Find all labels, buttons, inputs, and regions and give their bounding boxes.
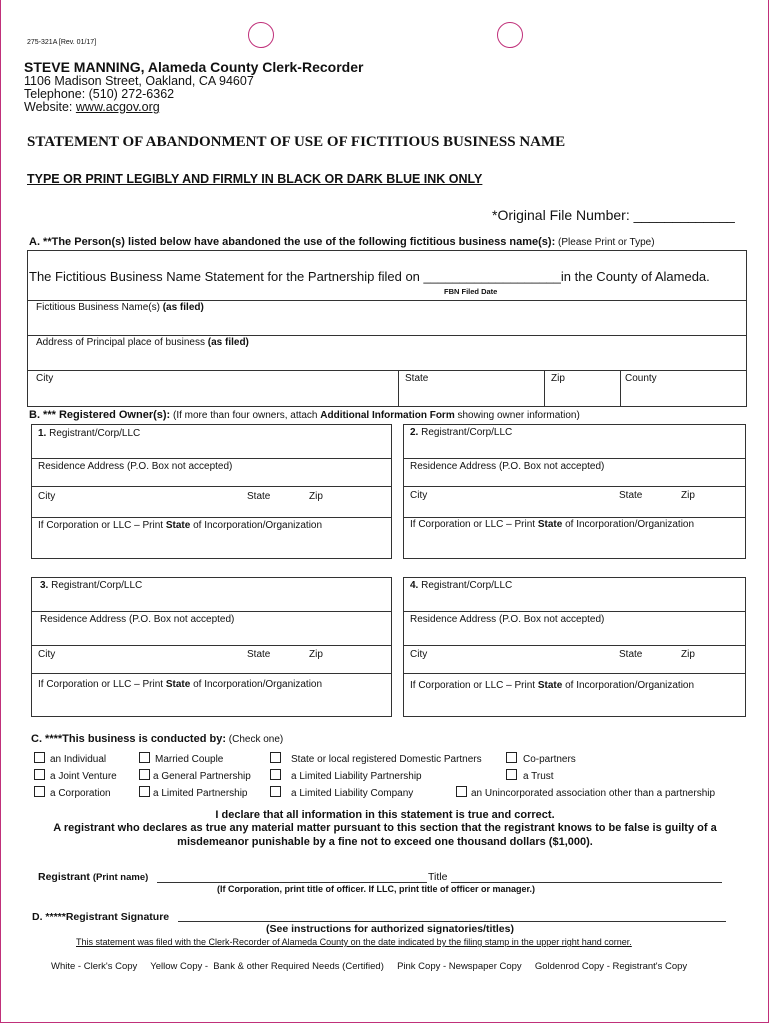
principal-address-note: (as filed) <box>207 337 249 348</box>
divider <box>403 486 746 487</box>
corp-pre: If Corporation or LLC – Print <box>38 679 164 690</box>
option-joint-venture[interactable] <box>34 769 117 782</box>
clerk-telephone: Telephone: (510) 272-6362 <box>24 87 175 101</box>
option-llc[interactable] <box>270 786 413 799</box>
fbn-statement-line[interactable]: The Fictitious Business Name Statement for the Partnership filed on ___________________in the County of Alameda. <box>29 269 710 284</box>
owner-1-residence-field[interactable]: Residence Address (P.O. Box not accepted) <box>38 461 233 472</box>
owner-4-corp-state-field[interactable] <box>410 680 694 691</box>
checkbox[interactable] <box>34 786 45 797</box>
owner-1-label: Registrant/Corp/LLC <box>49 428 141 439</box>
corp-bold: State <box>165 679 191 690</box>
option-married-couple[interactable] <box>139 752 223 765</box>
corp-bold: State <box>165 520 191 531</box>
checkbox[interactable] <box>139 786 150 797</box>
owner-4-residence-field[interactable]: Residence Address (P.O. Box not accepted) <box>410 614 605 625</box>
owner-2-city-field[interactable]: City <box>410 490 428 501</box>
checkbox[interactable] <box>506 752 517 763</box>
option-label: State or local registered Domestic Partners <box>291 754 482 765</box>
option-label: an Individual <box>50 754 107 765</box>
option-corporation[interactable] <box>34 786 111 799</box>
option-label: a General Partnership <box>153 771 251 782</box>
a-zip-field[interactable]: Zip <box>551 373 565 384</box>
declaration-line-3: misdemeanor punishable by a fine not to exceed one thousand dollars ($1,000). <box>177 836 593 848</box>
owner-4-label: Registrant/Corp/LLC <box>421 580 513 591</box>
divider <box>31 458 392 459</box>
corp-pre: If Corporation or LLC – Print <box>410 519 536 530</box>
owner-4-state-field[interactable]: State <box>619 649 643 660</box>
owner-4-name-field[interactable] <box>410 580 512 591</box>
checkbox[interactable] <box>456 786 467 797</box>
owner-1-num: 1. <box>38 428 47 439</box>
owner-4-city-field[interactable]: City <box>410 649 428 660</box>
section-b-title: B. *** Registered Owner(s): <box>29 409 171 421</box>
corp-post: of Incorporation/Organization <box>193 520 323 531</box>
form-id: 275-321A [Rev. 01/17] <box>27 39 97 46</box>
website-label: Website: <box>24 100 73 114</box>
option-unincorporated[interactable] <box>456 786 715 799</box>
section-c-title: C. ****This business is conducted by: <box>31 733 226 745</box>
section-b-note-end: showing owner information) <box>457 410 580 421</box>
owner-4-zip-field[interactable]: Zip <box>681 649 695 660</box>
owner-3-name-field[interactable] <box>40 580 142 591</box>
title-instructions: (If Corporation, print title of officer. If LLC, print title of officer or manager.) <box>217 884 536 894</box>
owner-1-state-field[interactable]: State <box>247 491 271 502</box>
option-general-partnership[interactable] <box>139 769 251 782</box>
filed-statement-note: This statement was filed with the Clerk-Recorder of Alameda County on the date indicated by the filing stamp in the upper right hand corner. <box>76 937 632 947</box>
section-a-note: (Please Print or Type) <box>558 237 655 248</box>
business-name-label: Fictitious Business Name(s) <box>36 302 160 313</box>
a-state-field[interactable]: State <box>405 373 429 384</box>
option-label: an Unincorporated association other than a partnership <box>471 788 716 799</box>
business-name-field[interactable] <box>36 302 204 313</box>
divider <box>31 673 392 674</box>
option-domestic-partners[interactable] <box>270 752 482 765</box>
owner-4-num: 4. <box>410 580 419 591</box>
registrant-label: Registrant <box>38 871 90 883</box>
option-trust[interactable] <box>506 769 554 782</box>
declaration-line-1: I declare that all information in this statement is true and correct. <box>215 809 555 821</box>
divider <box>403 673 746 674</box>
business-name-note: (as filed) <box>162 302 204 313</box>
corp-pre: If Corporation or LLC – Print <box>410 680 536 691</box>
checkbox[interactable] <box>34 752 45 763</box>
principal-address-label: Address of Principal place of business <box>36 337 205 348</box>
registrant-name-label <box>38 871 148 883</box>
owner-3-corp-state-field[interactable] <box>38 679 322 690</box>
owner-2-num: 2. <box>410 427 419 438</box>
owner-3-state-field[interactable]: State <box>247 649 271 660</box>
owner-3-city-field[interactable]: City <box>38 649 56 660</box>
a-city-field[interactable]: City <box>36 373 54 384</box>
title-label: Title <box>428 871 448 883</box>
registrant-name-input[interactable] <box>157 882 427 883</box>
principal-address-field[interactable] <box>36 337 249 348</box>
owner-3-residence-field[interactable]: Residence Address (P.O. Box not accepted) <box>40 614 235 625</box>
ink-instruction: TYPE OR PRINT LEGIBLY AND FIRMLY IN BLACK OR DARK BLUE INK ONLY <box>27 172 483 186</box>
punch-hole-right <box>497 22 523 48</box>
divider <box>403 645 746 646</box>
checkbox[interactable] <box>270 786 281 797</box>
option-label: Married Couple <box>155 754 224 765</box>
corp-post: of Incorporation/Organization <box>565 680 695 691</box>
checkbox[interactable] <box>34 769 45 780</box>
owner-2-corp-state-field[interactable] <box>410 519 694 530</box>
divider <box>31 645 392 646</box>
signature-line[interactable] <box>178 921 726 922</box>
owner-3-zip-field[interactable]: Zip <box>309 649 323 660</box>
signatory-instructions: (See instructions for authorized signatories/titles) <box>266 923 514 935</box>
owner-3-num: 3. <box>40 580 49 591</box>
registrant-title-input[interactable] <box>451 882 722 883</box>
option-co-partners[interactable] <box>506 752 576 765</box>
owner-1-box <box>31 424 392 559</box>
owner-2-state-field[interactable]: State <box>619 490 643 501</box>
checkbox[interactable] <box>506 769 517 780</box>
owner-2-label: Registrant/Corp/LLC <box>421 427 513 438</box>
option-label: a Corporation <box>50 788 111 799</box>
corp-post: of Incorporation/Organization <box>565 519 695 530</box>
divider <box>544 370 545 407</box>
copy-distribution: White - Clerk's Copy Yellow Copy - Bank & other Required Needs (Certified) Pink Copy - Newspaper Copy Goldenrod Copy - Registrant's Copy <box>51 961 688 972</box>
clerk-address: 1106 Madison Street, Oakland, CA 94607 <box>24 74 254 88</box>
checkbox[interactable] <box>139 769 150 780</box>
checkbox[interactable] <box>270 752 281 763</box>
owner-1-city-field[interactable]: City <box>38 491 56 502</box>
divider <box>27 300 747 301</box>
section-b-note: (If more than four owners, attach <box>172 410 318 421</box>
owner-1-corp-state-field[interactable] <box>38 520 322 531</box>
corp-bold: State <box>537 680 563 691</box>
section-a-heading <box>29 236 655 248</box>
section-a-title: A. **The Person(s) listed below have abandoned the use of the following fictitious business name(s): <box>29 236 556 248</box>
signature-label: D. *****Registrant Signature <box>32 911 170 923</box>
website-link[interactable]: www.acgov.org <box>75 100 160 114</box>
punch-hole-left <box>248 22 274 48</box>
option-label: a Limited Partnership <box>153 788 248 799</box>
owner-2-residence-field[interactable]: Residence Address (P.O. Box not accepted) <box>410 461 605 472</box>
divider <box>31 611 392 612</box>
fbn-filed-date-label: FBN Filed Date <box>444 287 498 296</box>
section-b-note-bold: Additional Information Form <box>320 410 455 421</box>
section-c-note: (Check one) <box>228 734 284 745</box>
corp-post: of Incorporation/Organization <box>193 679 323 690</box>
option-llp[interactable] <box>270 769 422 782</box>
owner-1-name-field[interactable] <box>38 428 140 439</box>
owner-3-box <box>31 577 392 717</box>
divider <box>31 517 392 518</box>
divider <box>403 458 746 459</box>
option-label: a Joint Venture <box>50 771 117 782</box>
divider <box>403 611 746 612</box>
option-label: a Limited Liability Partnership <box>291 771 422 782</box>
divider <box>31 486 392 487</box>
clerk-name: STEVE MANNING, Alameda County Clerk-Recorder <box>24 59 364 75</box>
owner-2-zip-field[interactable]: Zip <box>681 490 695 501</box>
declaration-line-2: A registrant who declares as true any material matter pursuant to this section that the registrant knows to be false is guilty of a <box>53 822 717 834</box>
option-limited-partnership[interactable] <box>139 786 248 799</box>
a-county-field[interactable]: County <box>625 373 657 384</box>
option-label: a Limited Liability Company <box>291 788 414 799</box>
option-label: Co-partners <box>523 754 576 765</box>
corp-bold: State <box>537 519 563 530</box>
divider <box>27 335 747 336</box>
owner-4-box <box>403 577 746 717</box>
section-b-heading <box>29 409 580 421</box>
divider <box>403 517 746 518</box>
owner-2-name-field[interactable] <box>410 427 512 438</box>
form-title: STATEMENT OF ABANDONMENT OF USE OF FICTITIOUS BUSINESS NAME <box>27 134 566 150</box>
option-individual[interactable] <box>34 752 106 765</box>
corp-pre: If Corporation or LLC – Print <box>38 520 164 531</box>
owner-3-label: Registrant/Corp/LLC <box>51 580 143 591</box>
owner-1-zip-field[interactable]: Zip <box>309 491 323 502</box>
divider <box>620 370 621 407</box>
option-label: a Trust <box>523 771 554 782</box>
divider <box>27 370 747 371</box>
clerk-website <box>24 100 160 114</box>
registrant-note: (Print name) <box>92 872 149 883</box>
original-file-number[interactable]: *Original File Number: _____________ <box>492 207 735 223</box>
checkbox[interactable] <box>139 752 150 763</box>
checkbox[interactable] <box>270 769 281 780</box>
divider <box>398 370 399 407</box>
section-c-heading <box>31 733 283 745</box>
